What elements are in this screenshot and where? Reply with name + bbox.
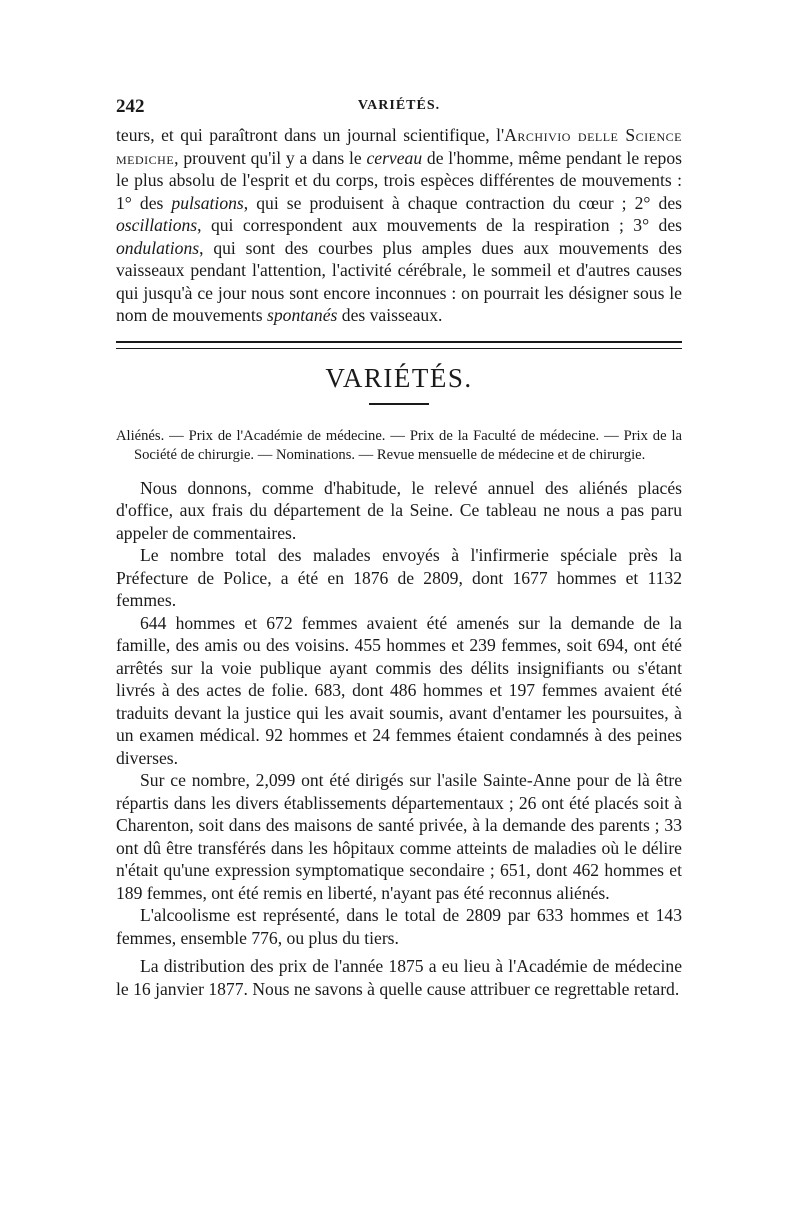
paragraph-nombre-total: Le nombre total des malades envoyés à l'infirmerie spéciale près la Préfecture de Police, a été en 1876 de 2809, dont 1677 hommes et 1132 femmes.	[116, 545, 682, 610]
section-summary: Aliénés. — Prix de l'Académie de médecine. — Prix de la Faculté de médecine. — Prix de la Société de chirurgie. — Nominations. — Revue mensuelle de médecine et de chirurgie.	[116, 427, 682, 463]
section-divider	[116, 341, 682, 349]
emphasis-pulsations: pulsations	[171, 192, 244, 213]
paragraph-famille: 644 hommes et 672 femmes avaient été amenés sur la demande de la famille, des amis ou des voisins. 455 hommes et 239 femmes, soit 694, ont été arrêtés sur la voie publique ayant commis des délits insignifiants ou s'étant livrés à des actes de folie. 683, dont 486 hommes et 197 femmes avaient été traduits devant la justice qui les avait soumis, avant d'entamer les poursuites, à un examen médical. 92 hommes et 24 femmes étaient condamnés à des peines diverses.	[116, 612, 682, 768]
paragraph-alcoolisme: L'alcoolisme est représenté, dans le total de 2809 par 633 hommes et 143 femmes, ensemble 776, ou plus du tiers.	[116, 905, 682, 948]
section-title: VARIÉTÉS.	[325, 362, 473, 393]
emphasis-oscillations: oscillations	[116, 215, 198, 235]
journal-name: Archivio delle Science mediche	[116, 125, 682, 168]
intro-paragraph: teurs, et qui paraîtront dans un journal scientifique, l'Archivio delle Science mediche, prouvent qu'il y a dans le cerveau de l'homme, même pendant le repos le plus absolu de l'esprit et du corps, trois espèces différentes de mouvements : 1° des pulsations, qui se produisent à chaque contraction du cœur ; 2° des oscillations, qui correspondent aux mouvements de la respiration ; 3° des ondulations, qui sont des courbes plus amples dues aux mouvements des vaisseaux pendant l'attention, l'activité cérébrale, le sommeil et d'autres causes qui jusqu'à ce jour nous sont encore inconnues : on pourrait les désigner sous le nom de mouvements spontanés des vaisseaux.	[116, 125, 682, 325]
title-underline	[369, 403, 429, 405]
emphasis-spontanes: spontanés	[267, 305, 338, 325]
section-body	[116, 477, 682, 1001]
running-title: VARIÉTÉS.	[357, 98, 441, 113]
emphasis-cerveau: cerveau	[366, 147, 423, 168]
paragraph-distribution-prix: La distribution des prix de l'année 1875 a eu lieu à l'Académie de médecine le 16 janvier 1877. Nous ne savons à quelle cause attribuer ce regrettable retard.	[116, 956, 682, 999]
emphasis-ondulations: ondulations	[116, 237, 200, 258]
paragraph-releve: Nous donnons, comme d'habitude, le relevé annuel des aliénés placés d'office, aux frais du département de la Seine. Ce tableau ne nous a pas paru appeler de commentaires.	[116, 477, 682, 543]
running-head	[116, 96, 682, 124]
book-page	[116, 96, 682, 1000]
page-number: 242	[116, 96, 145, 117]
paragraph-sainte-anne: Sur ce nombre, 2,099 ont été dirigés sur l'asile Sainte-Anne pour de là être répartis dans les divers établissements départementaux ; 26 ont été placés soit à Charenton, soit dans des maisons de santé privée, à la demande des parents ; 33 ont dû être transférés dans les hôpitaux comme atteints de maladies où le délire n'était qu'une expression symptomatique secondaire ; 651, dont 462 hommes et 189 femmes, ont été remis en liberté, n'ayant pas été reconnus aliénés.	[116, 770, 682, 903]
